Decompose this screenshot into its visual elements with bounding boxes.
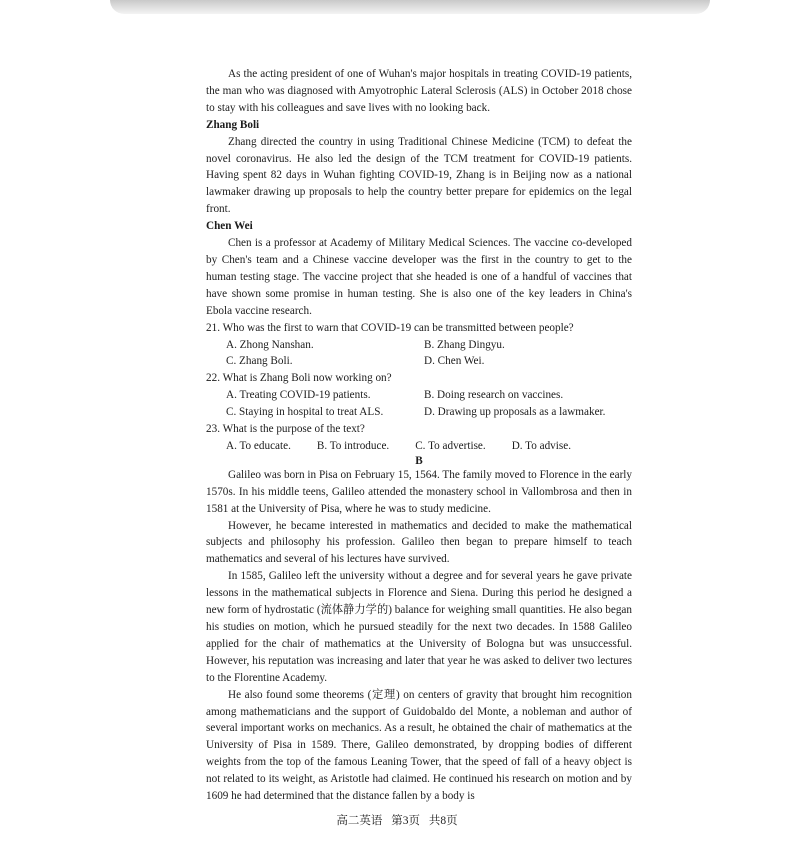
option-a: A. Treating COVID-19 patients. (226, 389, 371, 402)
question-22-options (206, 387, 632, 421)
person-heading-chen-wei: Chen Wei (206, 220, 253, 233)
option-b: B. Zhang Dingyu. (424, 338, 505, 351)
page-footer (0, 812, 794, 828)
passage-b-paragraph-4: He also found some theorems (定理) on centers of gravity that brought him recognition among mathematicians and the support of Guidobaldo del Monte, a nobleman and author of several important works on mechanics. As a result, he obtained the chair of mathematics at the University of Pisa in 1589. There, Galileo demonstrated, by dropping bodies of different weights from the top of the famous Leaning Tower, that the speed of fall of a heavy object is not related to its weight, as Aristotle had claimed. He continued his research on motion and by 1609 he had determined that the distance fallen by a body is (206, 688, 632, 803)
question-21-options (206, 337, 632, 371)
passage-b-paragraph-2: However, he became interested in mathematics and decided to make the mathematical subjects and philosophy his profession. Galileo then began to prepare himself to teach mathematics and several of his lectures have survived. (206, 519, 632, 566)
question-22-stem: 22. What is Zhang Boli now working on? (206, 372, 392, 385)
option-c: C. Zhang Boli. (226, 355, 293, 368)
exam-page (206, 66, 632, 805)
option-a: A. To educate. (226, 439, 291, 452)
option-d: D. To advise. (511, 439, 571, 452)
option-b: B. To introduce. (316, 439, 390, 452)
person-heading-zhang-boli: Zhang Boli (206, 118, 260, 131)
section-b-heading: B (415, 454, 423, 467)
question-23-stem: 23. What is the purpose of the text? (206, 423, 365, 436)
passage-a-paragraph-2: Zhang directed the country in using Traditional Chinese Medicine (TCM) to defeat the novel coronavirus. He also led the design of the TCM treatment for COVID-19 patients. Having spent 82 days in Wuhan fighting COVID-19, Zhang is in Beijing now as a national lawmaker drawing up proposals to help the country better prepare for epidemics on the legal front. (206, 135, 632, 216)
footer-total-pages: 共8页 (428, 815, 458, 827)
scan-edge-shadow (110, 0, 710, 14)
passage-a-paragraph-3: Chen is a professor at Academy of Military Medical Sciences. The vaccine co-developed by Chen's team and a Chinese vaccine developer was the first in the country to get to the human testing stage. The vaccine project that she headed is one of a handful of vaccines that have shown some promise in human testing. She is also one of the key leaders in China's Ebola vaccine research. (206, 237, 632, 317)
footer-subject: 高二英语 (336, 815, 383, 827)
option-b: B. Doing research on vaccines. (424, 389, 564, 402)
option-c: C. To advertise. (415, 439, 486, 452)
option-d: D. Chen Wei. (424, 355, 485, 368)
option-d: D. Drawing up proposals as a lawmaker. (424, 406, 606, 419)
passage-b-paragraph-1: Galileo was born in Pisa on February 15, 1564. The family moved to Florence in the early 1570s. In his middle teens, Galileo attended the monastery school in Vallombrosa and then in 1581 at the University of Pisa, where he was to study medicine. (206, 468, 632, 515)
question-21-stem: 21. Who was the first to warn that COVID-19 can be transmitted between people? (206, 321, 574, 334)
footer-page-number: 第3页 (391, 815, 420, 827)
passage-a-paragraph-1: As the acting president of one of Wuhan's major hospitals in treating COVID-19 patients, the man who was diagnosed with Amyotrophic Lateral Sclerosis (ALS) in October 2018 chose to stay with his colleagues and save lives with no looking back. (206, 68, 632, 114)
question-23-options (206, 438, 632, 455)
passage-b-paragraph-3: In 1585, Galileo left the university without a degree and for several years he gave private lessons in the mathematical subjects in Florence and Siena. During this period he designed a new form of hydrostatic (流体静力学的) balance for weighing small quantities. He also began his studies on motion, which he pursued steadily for the next two decades. In 1588 Galileo applied for the chair of mathematics at the University of Bologna but was unsuccessful. However, his reputation was increasing and later that year he was asked to deliver two lectures to the Florentine Academy. (206, 570, 632, 684)
option-c: C. Staying in hospital to treat ALS. (226, 406, 384, 419)
option-a: A. Zhong Nanshan. (226, 338, 314, 351)
